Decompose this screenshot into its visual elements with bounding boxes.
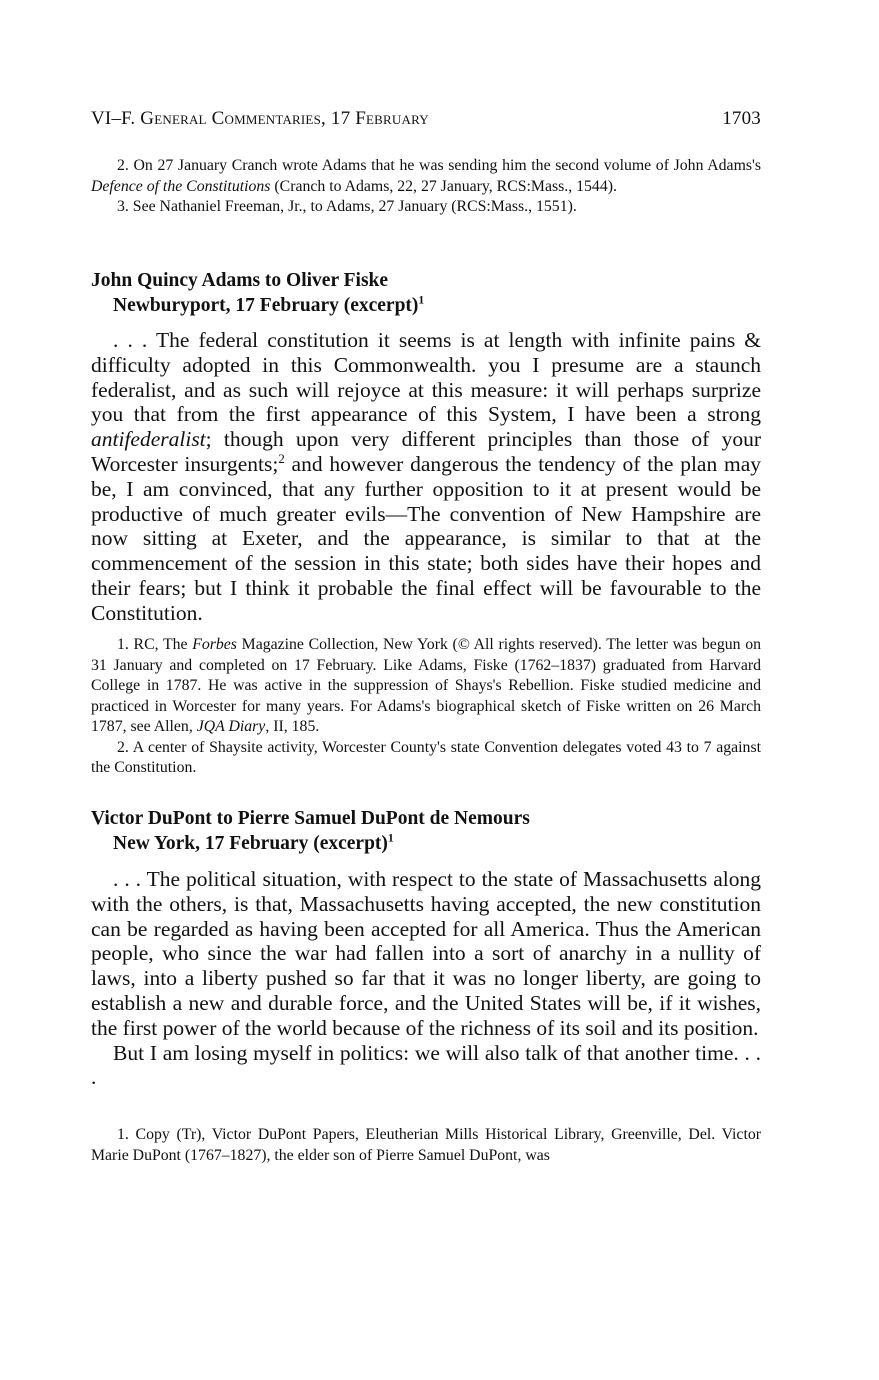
section-1-title: John Quincy Adams to Oliver Fiske — [91, 270, 389, 291]
footnote-ref: 1 — [418, 293, 425, 307]
section-1-heading — [91, 268, 761, 318]
section-title: General Commentaries, 17 February — [140, 108, 429, 129]
section-2-heading — [91, 806, 761, 856]
note-text: , II, 185. — [265, 718, 320, 735]
note-text: 1. RC, The — [117, 636, 193, 653]
note-text: (Cranch to Adams, 22, 27 January, RCS:Mass., 1544). — [270, 177, 617, 195]
body-text: ; though upon very different principles than those of your Worcester insurgents; — [91, 427, 761, 476]
note-italic: JQA Diary — [196, 718, 266, 735]
top-note-2 — [91, 156, 761, 197]
section-1-body — [91, 328, 761, 626]
section-1-footnote-1 — [91, 635, 761, 738]
section-1-title-block — [91, 268, 761, 318]
section-2-title: Victor DuPont to Pierre Samuel DuPont de Nemours — [91, 808, 530, 829]
note-italic-title: Defence of the Constitutions — [91, 177, 271, 195]
section-2-body — [91, 867, 761, 1090]
section-2-footnotes — [91, 1125, 761, 1166]
section-1-footnotes — [91, 635, 761, 779]
body-text: and however dangerous the tendency of the plan may be, I am convinced, that any further opposition to it at present would be productive of much greater evils—The convention of New Hampshire are now sitting at Exeter, and the appearance, is similar to that at the commencement of the session in this state; both sides have their hopes and their fears; but I think it probable the final effect will be favourable to the Constitution. — [91, 451, 761, 625]
note-italic: Forbes — [192, 636, 237, 653]
footnote-ref: 1 — [387, 831, 394, 845]
section-2-footnote-1: 1. Copy (Tr), Victor DuPont Papers, Eleutherian Mills Historical Library, Greenville, Del. Victor Marie DuPont (1767–1827), the elder son of Pierre Samuel DuPont, was — [91, 1126, 761, 1164]
letter-excerpt-2-paragraph-1: . . . The political situation, with respect to the state of Massachusetts along with the others, is that, Massachusetts having accepted, the new constitution can be regarded as having been accepted for all America. Thus the American people, who since the war had fallen into a sort of anarchy in a nullity of laws, into a liberty pushed so far that it was no longer liberty, are going to establish a new and durable force, and the United States will be, if it wishes, the first power of the world because of the richness of its soil and its position. — [91, 867, 761, 1040]
section-2-title-block — [91, 806, 761, 856]
running-head — [91, 108, 761, 136]
top-notes — [91, 156, 761, 218]
note-text: 2. On 27 January Cranch wrote Adams that he was sending him the second volume of John Adams's — [117, 157, 761, 174]
footnote-ref: 2 — [278, 451, 285, 466]
note-text: Magazine Collection, New York (© All rights reserved). The letter was begun on 31 January and completed on 17 February. Like Adams, Fiske (1762–1837) graduated from Harvard College in 1787. He was active in the suppression of Shays's Rebellion. Fiske studied medicine and practiced in Worcester for many years. For Adams's biographical sketch of Fiske written on 26 March 1787, see Allen, — [91, 636, 761, 735]
letter-excerpt-2-paragraph-2: But I am losing myself in politics: we will also talk of that another time. . . . — [91, 1040, 761, 1090]
subtitle-text: New York, 17 February (excerpt) — [113, 833, 388, 854]
section-1-subtitle — [91, 293, 761, 318]
section-1-footnote-2: 2. A center of Shaysite activity, Worcester County's state Convention delegates voted 43 to 7 against the Constitution. — [91, 738, 761, 776]
body-text: . . . The federal constitution it seems is at length with infinite pains & difficulty adopted in this Commonwealth. you I presume are a staunch federalist, and as such will rejoyce at this measure: it will perhaps surprize you that from the first appearance of this System, I have been a strong — [91, 328, 761, 427]
top-note-3: 3. See Nathaniel Freeman, Jr., to Adams, 27 January (RCS:Mass., 1551). — [117, 198, 577, 215]
section-prefix: VI–F. — [91, 108, 136, 129]
subtitle-text: Newburyport, 17 February (excerpt) — [113, 295, 419, 316]
section-2-subtitle — [91, 831, 761, 856]
page-number: 1703 — [722, 108, 761, 129]
body-italic: antifederalist — [91, 427, 206, 452]
running-head-section — [91, 108, 429, 130]
letter-excerpt-1 — [91, 328, 761, 626]
